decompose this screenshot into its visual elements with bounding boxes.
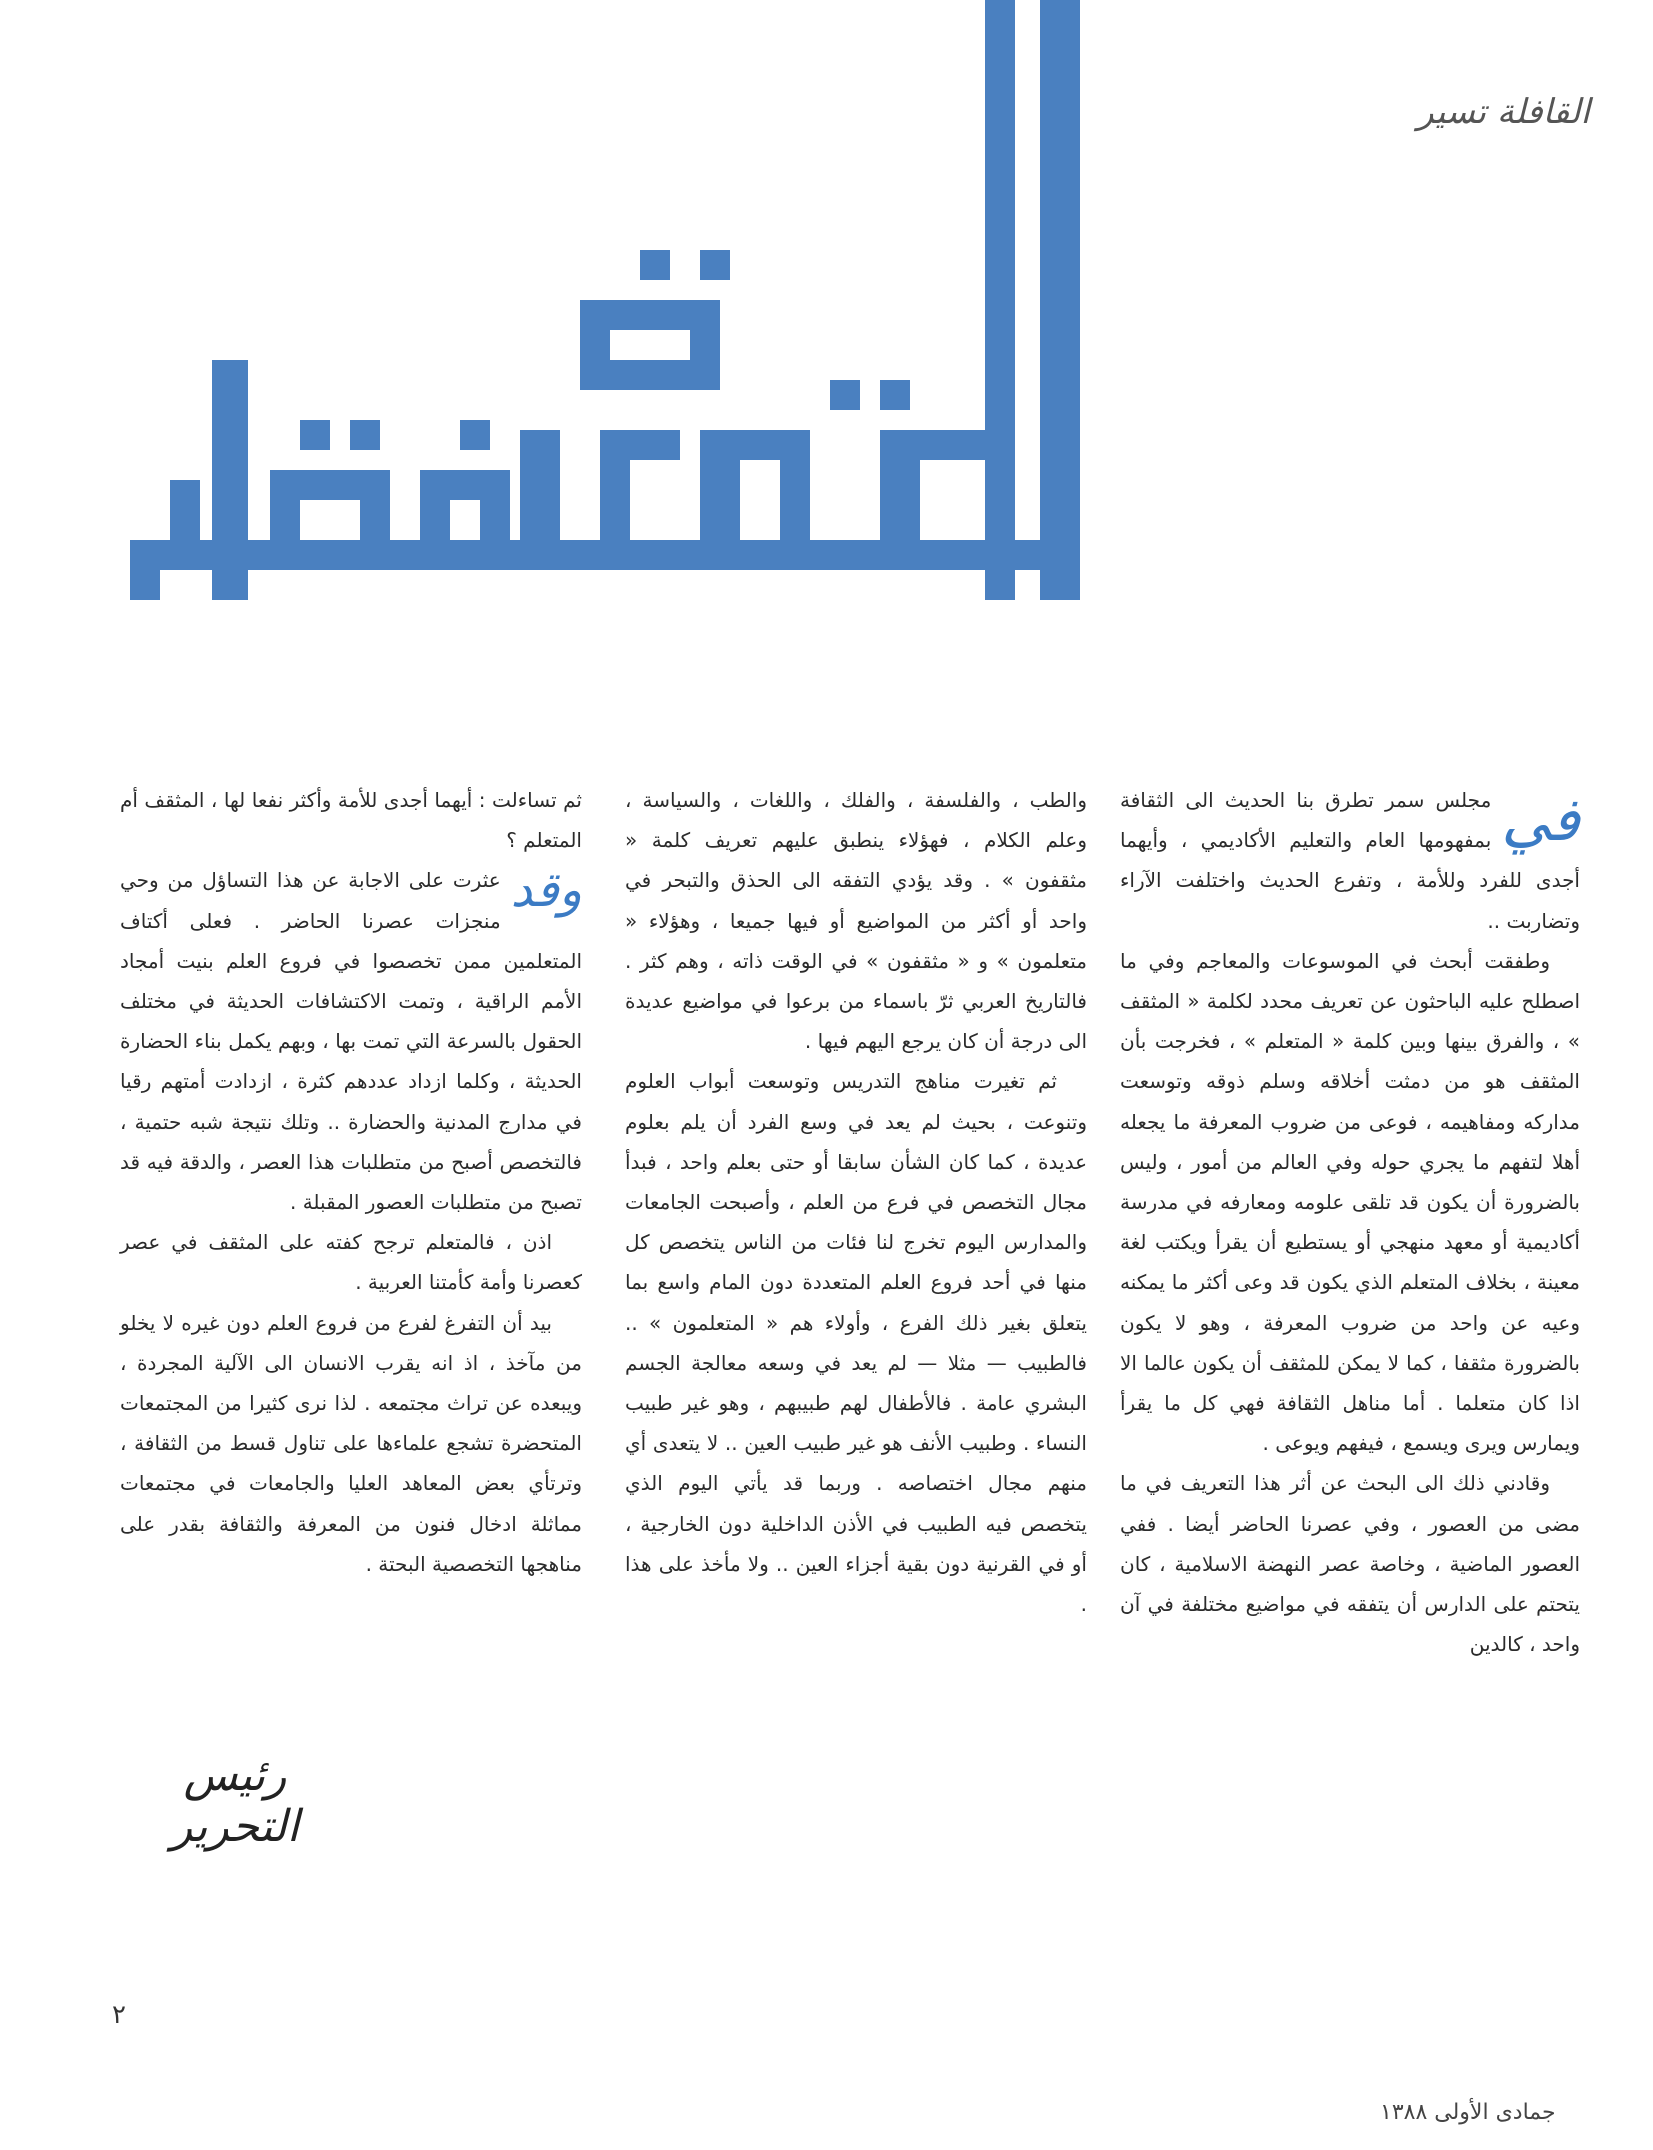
paragraph: عثرت على الاجابة عن هذا التساؤل من وحي منجزات عصرنا الحاضر . فعلى أكتاف المتعلمين ممن تخصصوا في فروع العلم بنيت أمجاد الأمم الراقية ، وتمت الاكتشافات الحديثة في مختلف الحقول بالسرعة التي تمت بها ، وبهم يكمل بناء الحضارة الحديثة ، وكلما ازداد عددهم كثرة ، ازدادت أمتهم رقيا في مدارج المدنية والحضارة .. وتلك نتيجة شبه حتمية ، فالتخصص أصبح من متطلبات هذا العصر ، والدقة فيه قد تصبح من متطلبات العصور المقبلة . bbox=[120, 868, 582, 1215]
paragraph: والطب ، والفلسفة ، والفلك ، واللغات ، والسياسة ، وعلم الكلام ، فهؤلاء ينطبق عليهم تعريف كلمة « مثقفون » . وقد يؤدي التفقه الى الحذق والتبحر في واحد أو أكثر من المواضيع أو فيها جميعا ، وهؤلاء « متعلمون » و « مثقفون » في الوقت ذاته ، وهم كثر . فالتاريخ العربي ثرّ باسماء من برعوا في مواضيع عديدة الى درجة أن كان يرجع اليهم فيها . bbox=[625, 788, 1087, 1054]
issue-date: جمادى الأولى ١٣٨٨ bbox=[1380, 2100, 1556, 2125]
paragraph: وقادني ذلك الى البحث عن أثر هذا التعريف في ما مضى من العصور ، وفي عصرنا الحاضر أيضا . ففي العصور الماضية ، وخاصة عصر النهضة الاسلامية ، كان يتحتم على الدارس أن يتفقه في مواضيع مختلفة في آن واحد ، كالدين bbox=[1120, 1471, 1580, 1657]
section-logo: القافلة تسير bbox=[1417, 92, 1590, 132]
paragraph: اذن ، فالمتعلم ترجح كفته على المثقف في عصر كعصرنا وأمة كأمتنا العربية . bbox=[120, 1230, 582, 1295]
page-number: ٢ bbox=[112, 2000, 126, 2030]
article-column-middle bbox=[625, 780, 1087, 1624]
dropcap-left: وقد bbox=[510, 862, 582, 919]
paragraph: ثم تساءلت : أيهما أجدى للأمة وأكثر نفعا لها ، المثقف أم المتعلم ؟ bbox=[120, 788, 582, 853]
article-column-right bbox=[1120, 780, 1580, 1664]
paragraph: مجلس سمر تطرق بنا الحديث الى الثقافة بمفهومها العام والتعليم الأكاديمي ، وأيهما أجدى للفرد وللأمة ، وتفرع الحديث واختلفت الآراء وتضاربت .. bbox=[1120, 788, 1580, 933]
title-strokes bbox=[130, 0, 1080, 600]
paragraph: وطفقت أبحث في الموسوعات والمعاجم وفي ما اصطلح عليه الباحثون عن تعريف محدد لكلمة « المثقف » ، والفرق بينها وبين كلمة « المتعلم » ، فخرجت بأن المثقف هو من دمثت أخلاقه وسلم ذوقه وتوسعت مداركه ومفاهيمه ، فوعى من ضروب المعرفة ما يجعله أهلا لتفهم ما يجري حوله وفي العالم من أمور ، وليس بالضرورة أن يكون قد تلقى علومه ومعارفه في مدرسة أكاديمية أو معهد منهجي أو يستطيع أن يقرأ ويكتب لغة معينة ، بخلاف المتعلم الذي يكون قد وعى أكثر ما يمكنه وعيه عن واحد من ضروب المعرفة ، وهو لا يكون بالضرورة مثقفا ، كما لا يمكن للمثقف أن يكون عالما الا اذا كان متعلما . أما مناهل الثقافة فهي كل ما يقرأ ويمارس ويرى ويسمع ، فيفهم ويوعى . bbox=[1120, 948, 1580, 1456]
dropcap-right: في bbox=[1501, 785, 1580, 855]
article-column-left bbox=[120, 780, 582, 1584]
editor-signature: رئيس التحرير bbox=[170, 1750, 300, 1852]
paragraph: بيد أن التفرغ لفرع من فروع العلم دون غيره لا يخلو من مآخذ ، اذ انه يقرب الانسان الى الآلية المجردة ، ويبعده عن تراث مجتمعه . لذا نرى كثيرا من المجتمعات المتحضرة تشجع علماءها على تناول قسط من الثقافة ، وترتأي بعض المعاهد العليا والجامعات في مجتمعات مماثلة ادخال فنون من المعرفة والثقافة بقدر على مناهجها التخصصية البحتة . bbox=[120, 1310, 582, 1576]
paragraph: ثم تغيرت مناهج التدريس وتوسعت أبواب العلوم وتنوعت ، بحيث لم يعد في وسع الفرد أن يلم بعلوم عديدة ، كما كان الشأن سابقا أو حتى بعلم واحد ، فبدأ مجال التخصص في فرع من العلم ، وأصبحت الجامعات والمدارس اليوم تخرج لنا فئات من الناس يتخصص كل منها في أحد فروع العلم المتعددة دون المام واسع بما يتعلق بغير ذلك الفرع ، وأولاء هم « المتعلمون » .. فالطبيب — مثلا — لم يعد في وسعه معالجة الجسم البشري عامة . فالأطفال لهم طبيبهم ، وهو غير طبيب النساء . وطبيب الأنف هو غير طبيب العين .. لا يتعدى أي منهم مجال اختصاصه . وربما قد يأتي اليوم الذي يتخصص فيه الطبيب في الأذن الداخلية دون الخارجية ، أو في القرنية دون بقية أجزاء العين .. ولا مأخذ على هذا . bbox=[625, 1069, 1087, 1617]
